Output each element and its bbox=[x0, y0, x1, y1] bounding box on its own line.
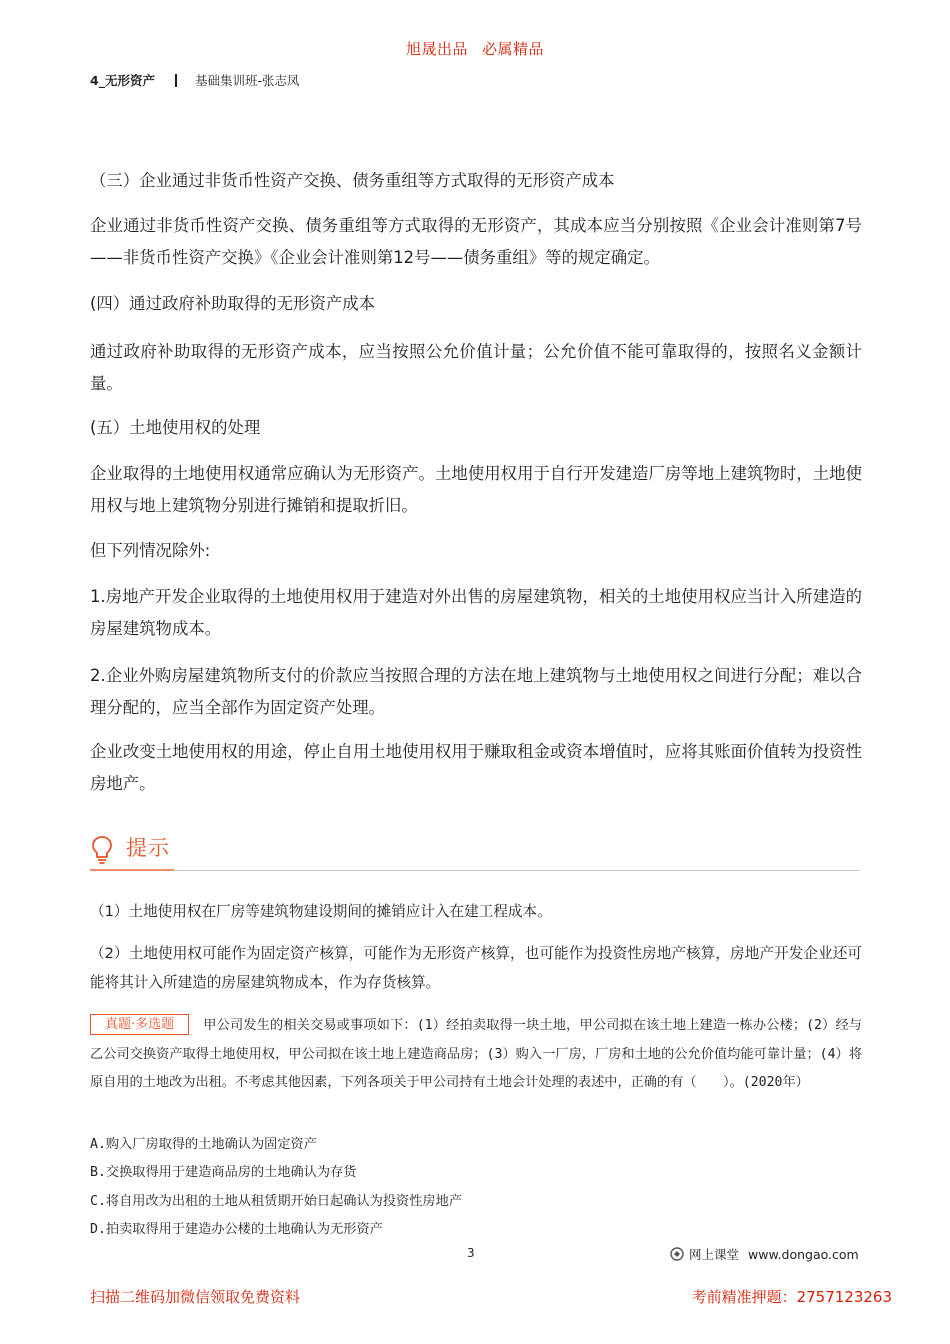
tip-item: （1）土地使用权在厂房等建筑物建设期间的摊销应计入在建工程成本。 bbox=[90, 903, 552, 920]
page-number: 3 bbox=[467, 1246, 475, 1260]
brand-banner bbox=[0, 38, 950, 59]
question bbox=[90, 1012, 862, 1098]
paragraph: 企业取得的土地使用权通常应确认为无形资产。土地使用权用于自行开发建造厂房等地上建筑物时，土地使用权与地上建筑物分别进行摊销和提取折旧。 bbox=[90, 464, 862, 515]
paragraph: 企业通过非货币性资产交换、债务重组等方式取得的无形资产，其成本应当分别按照《企业会计准则第7号——非货币性资产交换》《企业会计准则第12号——债务重组》等的规定确定。 bbox=[90, 216, 862, 267]
section-heading-4: (四）通过政府补助取得的无形资产成本 bbox=[90, 294, 376, 313]
tip-divider-accent bbox=[90, 869, 174, 871]
option-d: D.拍卖取得用于建造办公楼的土地确认为无形资产 bbox=[90, 1222, 383, 1237]
option-a: A.购入厂房取得的土地确认为固定资产 bbox=[90, 1137, 317, 1152]
list-item: 1.房地产开发企业取得的土地使用权用于建造对外出售的房屋建筑物，相关的土地使用权应当计入所建造的房屋建筑物成本。 bbox=[90, 587, 862, 638]
section-heading-3: （三）企业通过非货币性资产交换、债务重组等方式取得的无形资产成本 bbox=[90, 171, 615, 190]
header-divider bbox=[175, 74, 177, 87]
tip-title: 提示 bbox=[126, 836, 170, 860]
tip-heading bbox=[90, 830, 860, 872]
chapter-title: 4_无形资产 bbox=[90, 73, 155, 88]
footer-brand bbox=[670, 1245, 859, 1263]
dongao-logo-icon bbox=[670, 1247, 684, 1261]
paragraph: 通过政府补助取得的无形资产成本，应当按照公允价值计量；公允价值不能可靠取得的，按照名义金额计量。 bbox=[90, 342, 862, 393]
section-heading-5: (五）土地使用权的处理 bbox=[90, 418, 261, 437]
lightbulb-icon bbox=[90, 835, 114, 865]
promo-left: 扫描二维码加微信领取免费资料 bbox=[90, 1288, 301, 1306]
course-title: 基础集训班-张志凤 bbox=[194, 73, 300, 88]
tip-item: （2）土地使用权可能作为固定资产核算，可能作为无形资产核算，也可能作为投资性房地产核算，房地产开发企业还可能将其计入所建造的房屋建筑物成本，作为存货核算。 bbox=[90, 945, 862, 991]
question-stem: 甲公司发生的相关交易或事项如下：(1）经拍卖取得一块土地，甲公司拟在该土地上建造一栋办公楼；(2）经与乙公司交换资产取得土地使用权，甲公司拟在该土地上建造商品房；(3）购入一厂房，厂房和土地的公允价值均能可靠计量；(4）将原自用的土地改为出租。不考虑其他因素，下列各项关于甲公司持有土地会计处理的表述中，正确的有（ ）。(2020年） bbox=[90, 1018, 862, 1090]
promo-right: 考前精准押题：2757123263 bbox=[691, 1288, 892, 1306]
footer-site[interactable]: www.dongao.com bbox=[748, 1246, 859, 1262]
list-item: 2.企业外购房屋建筑物所支付的价款应当按照合理的方法在地上建筑物与土地使用权之间进行分配；难以合理分配的，应当全部作为固定资产处理。 bbox=[90, 666, 862, 717]
brand-banner-part1: 旭晟出品 bbox=[405, 40, 468, 58]
running-header bbox=[90, 71, 299, 89]
footer-brand-name: 网上课堂 bbox=[689, 1247, 740, 1262]
brand-banner-part2: 必属精品 bbox=[482, 40, 545, 58]
question-type-badge: 真题·多选题 bbox=[90, 1014, 189, 1035]
option-b: B.交换取得用于建造商品房的土地确认为存货 bbox=[90, 1165, 357, 1180]
tip-divider bbox=[174, 870, 860, 871]
paragraph: 企业改变土地使用权的用途，停止自用土地使用权用于赚取租金或资本增值时，应将其账面价值转为投资性房地产。 bbox=[90, 742, 862, 793]
paragraph: 但下列情况除外: bbox=[90, 541, 211, 560]
option-c: C.将自用改为出租的土地从租赁期开始日起确认为投资性房地产 bbox=[90, 1194, 462, 1209]
